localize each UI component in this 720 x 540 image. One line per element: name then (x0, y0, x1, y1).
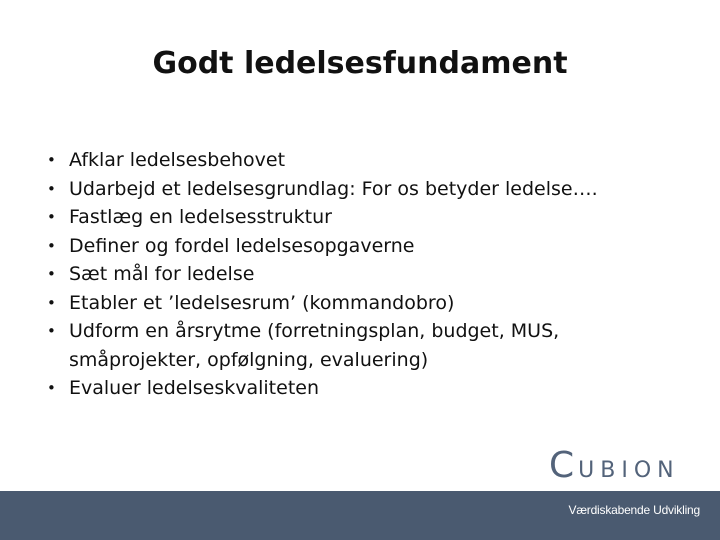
footer-bar (0, 491, 720, 540)
bullet-marker: • (47, 322, 56, 340)
bullet-marker: • (47, 151, 56, 169)
bullet-item (47, 175, 687, 204)
bullet-item (47, 317, 687, 374)
logo-initial: C (549, 445, 579, 486)
bullet-text: Udform en årsrytme (forretningsplan, budget, MUS, småprojekter, opfølgning, evaluering) (69, 320, 560, 371)
bullet-text: Sæt mål for ledelse (69, 263, 255, 285)
bullet-text: Afklar ledelsesbehovet (69, 149, 286, 171)
bullet-marker: • (47, 265, 56, 283)
bullet-marker: • (47, 208, 56, 226)
logo-rest: UBION (578, 458, 680, 483)
bullet-text: Udarbejd et ledelsesgrundlag: For os betyder ledelse…. (69, 177, 598, 200)
bullet-item (47, 260, 687, 289)
bullet-text: Evaluer ledelseskvaliteten (69, 377, 320, 399)
bullet-item (47, 232, 687, 261)
tagline: Værdiskabende Udvikling (568, 503, 700, 517)
slide-title: Godt ledelsesfundament (152, 46, 568, 81)
bullet-marker: • (47, 379, 56, 397)
bullet-list (47, 146, 687, 403)
bullet-text: Fastlæg en ledelsesstruktur (69, 206, 332, 228)
bullet-item (47, 289, 687, 318)
bullet-marker: • (47, 293, 56, 312)
bullet-item (47, 374, 687, 403)
bullet-marker: • (47, 236, 56, 255)
bullet-text: Etabler et ’ledelsesrum’ (kommandobro) (69, 291, 455, 314)
bullet-item (47, 146, 687, 175)
bullet-marker: • (47, 179, 56, 198)
bullet-text: Definer og fordel ledelsesopgaverne (69, 234, 415, 257)
cubion-logo (549, 446, 680, 491)
bullet-item (47, 203, 687, 232)
